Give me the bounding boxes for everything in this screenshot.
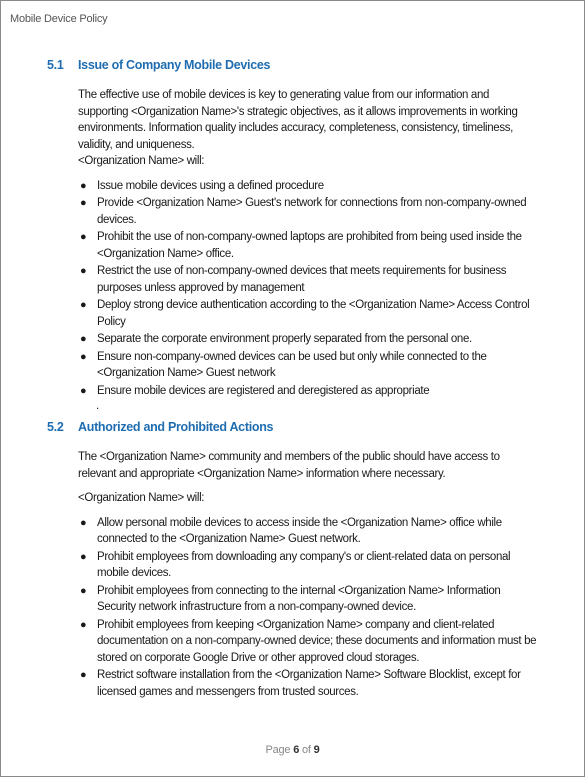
page-word: Page bbox=[265, 744, 291, 756]
list-item: ● Prohibit the use of non-company-owned laptops are prohibited from being used inside the <Organization Name> office. bbox=[80, 231, 522, 260]
section-heading bbox=[1, 58, 584, 74]
list-item: ● Separate the corporate environment properly separated from the personal one. bbox=[97, 331, 539, 348]
list-item: ● Issue mobile devices using a defined procedure bbox=[97, 178, 539, 195]
list-item: ● Deploy strong device authentication according to the <Organization Name> Access Control Policy bbox=[80, 299, 530, 328]
running-header: Mobile Device Policy bbox=[10, 13, 108, 25]
bullet-icon: ● bbox=[80, 516, 87, 529]
section-number: 5.1 bbox=[47, 58, 64, 72]
section-lead: <Organization Name> will: bbox=[78, 492, 205, 504]
bullet-icon: ● bbox=[80, 618, 87, 631]
section-intro: The effective use of mobile devices is key to generating value from our information and supporting <Organization Name>'s strategic objectives, as it allows improvements in working environments. Information quality includes accuracy, completeness, consistency, timeliness, validity, and uniqueness. bbox=[78, 89, 518, 151]
section-5-1 bbox=[1, 58, 584, 412]
bullet-icon: ● bbox=[80, 333, 87, 345]
list-item: ● Restrict software installation from the <Organization Name> Software Blocklist, except for licensed games and messengers from trusted sources. bbox=[80, 669, 521, 698]
bullet-icon: ● bbox=[80, 550, 87, 563]
list-item: ● Provide <Organization Name> Guest's network for connections from non-company-owned devices. bbox=[80, 197, 527, 226]
of-word: of bbox=[301, 744, 311, 756]
bullet-icon: ● bbox=[80, 265, 87, 277]
bullet-icon: ● bbox=[80, 197, 87, 209]
list-item: ● Prohibit employees from keeping <Organization Name> company and client-related documentation on a non-company-owned device; these documents and information must be stored on corporate Google Drive or other approved cloud storages. bbox=[80, 618, 537, 664]
trailing-mark: . bbox=[96, 400, 99, 412]
section-title: Authorized and Prohibited Actions bbox=[78, 420, 274, 434]
bullet-icon: ● bbox=[80, 669, 87, 681]
bullet-icon: ● bbox=[80, 179, 87, 192]
bullet-list bbox=[1, 178, 584, 400]
bullet-list bbox=[1, 515, 584, 701]
section-5-2 bbox=[1, 420, 584, 701]
bullet-icon: ● bbox=[80, 384, 87, 397]
list-item: ● Restrict the use of non-company-owned devices that meets requirements for business purposes unless approved by management bbox=[80, 265, 507, 294]
list-item: ● Ensure non-company-owned devices can be used but only while connected to the <Organization Name> Guest network bbox=[80, 350, 487, 379]
page-footer bbox=[1, 744, 584, 756]
bullet-icon: ● bbox=[80, 231, 87, 243]
section-title: Issue of Company Mobile Devices bbox=[78, 58, 271, 72]
section-lead: <Organization Name> will: bbox=[78, 155, 205, 167]
total-page-count: 9 bbox=[313, 744, 320, 756]
list-item: ● Ensure mobile devices are registered and deregistered as appropriate bbox=[97, 383, 539, 400]
section-number: 5.2 bbox=[47, 420, 64, 434]
bullet-icon: ● bbox=[80, 299, 87, 311]
list-item: ● Prohibit employees from connecting to the internal <Organization Name> Information Security network infrastructure from a non-company-owned device. bbox=[80, 584, 501, 613]
bullet-icon: ● bbox=[80, 584, 87, 597]
section-heading bbox=[1, 420, 584, 436]
list-item: ● Prohibit employees from downloading any company's or client-related data on personal mobile devices. bbox=[80, 550, 511, 579]
current-page-number: 6 bbox=[293, 744, 300, 756]
section-intro: The <Organization Name> community and members of the public should have access to relevant and appropriate <Organization Name> information where necessary. bbox=[78, 451, 500, 480]
list-item: ● Allow personal mobile devices to access inside the <Organization Name> office while connected to the <Organization Name> Guest network. bbox=[80, 516, 502, 545]
bullet-icon: ● bbox=[80, 350, 87, 363]
